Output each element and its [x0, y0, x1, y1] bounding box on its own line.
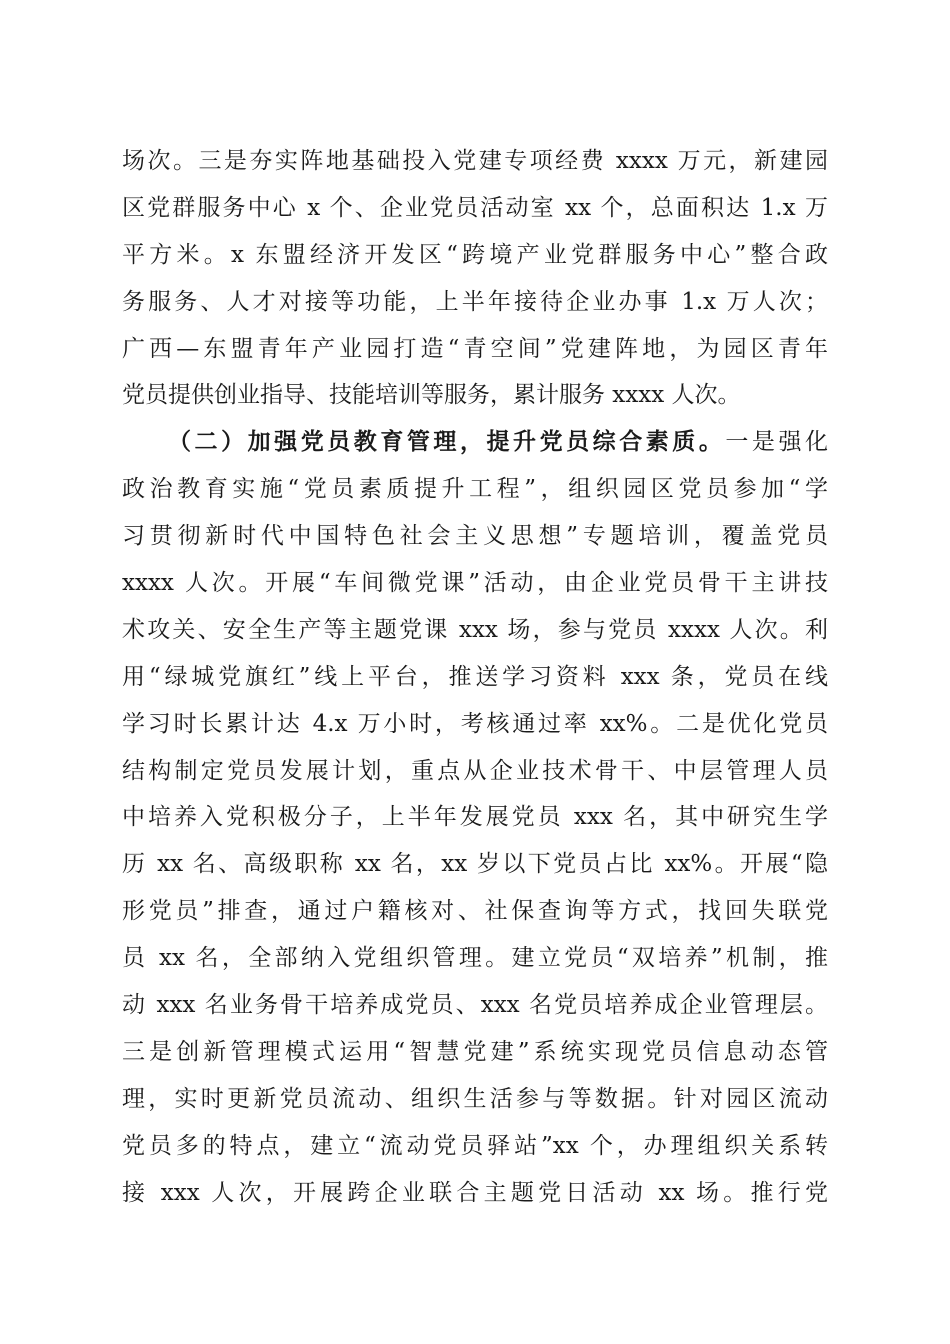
document-body	[122, 138, 828, 1216]
body-line-8: 政治教育实施“党员素质提升工程”，组织园区党员参加“学	[122, 476, 828, 503]
section-heading-line	[122, 419, 828, 466]
body-line-17: 形党员”排查，通过户籍核对、社保查询等方式，找回失联党	[122, 898, 828, 925]
body-line-23: 接 xxx 人次，开展跨企业联合主题党日活动 xx 场。推行党	[122, 1179, 828, 1206]
body-line-20: 三是创新管理模式运用“智慧党建”系统实现党员信息动态管	[122, 1038, 828, 1065]
body-line-16: 历 xx 名、高级职称 xx 名，xx 岁以下党员占比 xx%。开展“隐	[122, 851, 828, 878]
body-line-2: 区党群服务中心 x 个、企业党员活动室 xx 个，总面积达 1.x 万	[122, 194, 828, 221]
body-line-14: 结构制定党员发展计划，重点从企业技术骨干、中层管理人员	[122, 757, 828, 784]
body-line-1: 场次。三是夯实阵地基础投入党建专项经费 xxxx 万元，新建园	[122, 148, 828, 174]
section-heading: （二）加强党员教育管理，提升党员综合素质。	[168, 428, 726, 456]
section-heading-continuation: 一是强化	[725, 429, 828, 456]
body-line-5: 广西—东盟青年产业园打造“青空间”党建阵地，为园区青年	[122, 335, 828, 362]
body-line-10: xxxx 人次。开展“车间微党课”活动，由企业党员骨干主讲技	[122, 570, 828, 597]
body-line-12: 用“绿城党旗红”线上平台，推送学习资料 xxx 条，党员在线	[122, 663, 828, 690]
body-line-3: 平方米。x 东盟经济开发区“跨境产业党群服务中心”整合政	[122, 241, 828, 268]
body-line-4: 务服务、人才对接等功能，上半年接待企业办事 1.x 万人次；	[122, 288, 828, 315]
body-line-13: 学习时长累计达 4.x 万小时，考核通过率 xx%。二是优化党员	[122, 710, 828, 737]
body-line-9: 习贯彻新时代中国特色社会主义思想”专题培训，覆盖党员	[122, 523, 828, 550]
body-line-21: 理，实时更新党员流动、组织生活参与等数据。针对园区流动	[122, 1085, 828, 1112]
body-line-6: 党员提供创业指导、技能培训等服务，累计服务 xxxx 人次。	[122, 382, 741, 409]
body-line-11: 术攻关、安全生产等主题党课 xxx 场，参与党员 xxxx 人次。利	[122, 616, 828, 643]
body-line-22: 党员多的特点，建立“流动党员驿站”xx 个，办理组织关系转	[122, 1132, 828, 1159]
body-line-15: 中培养入党积极分子，上半年发展党员 xxx 名，其中研究生学	[122, 804, 828, 831]
body-line-18: 员 xx 名，全部纳入党组织管理。建立党员“双培养”机制，推	[122, 945, 828, 972]
body-line-19: 动 xxx 名业务骨干培养成党员、xxx 名党员培养成企业管理层。	[122, 992, 828, 1019]
